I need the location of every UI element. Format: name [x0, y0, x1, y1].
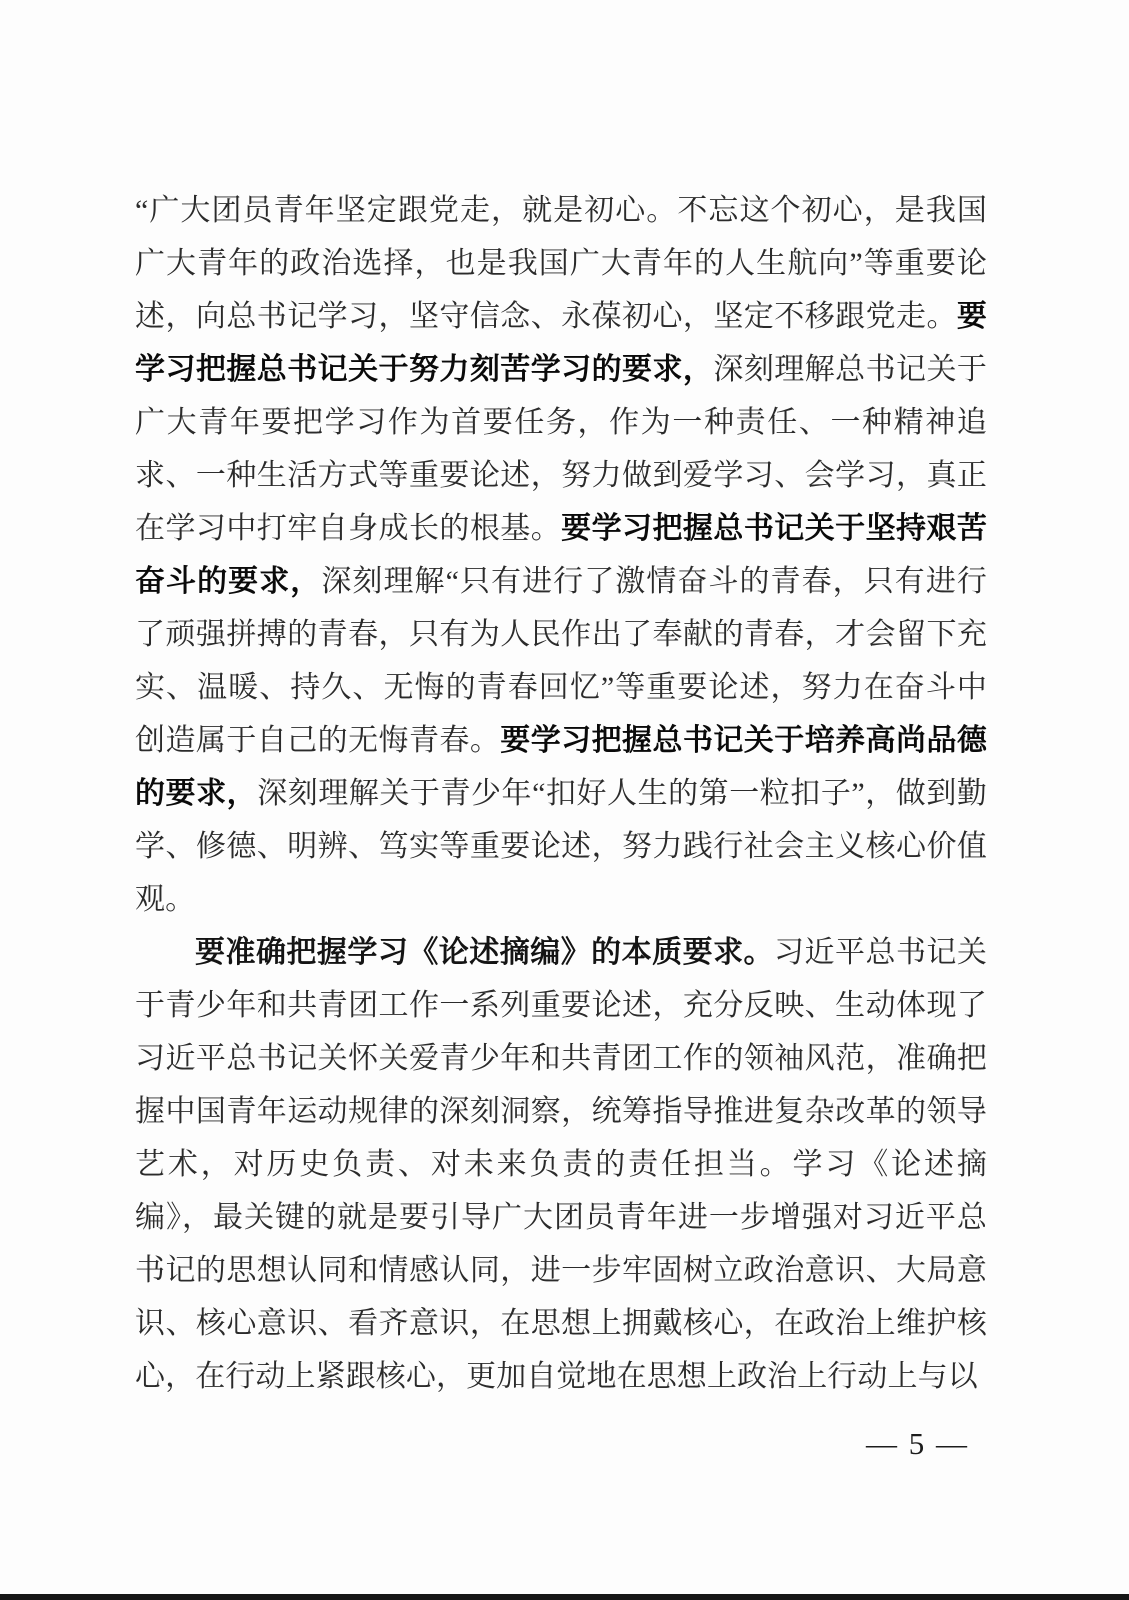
text-segment: 深刻理解关于青少年“扣好人生的第一粒扣子”，做到勤学、修德、明辨、笃实等重要论述，努力践行社会主义核心价值观。 [135, 777, 987, 916]
page-number: — 5 — [866, 1426, 969, 1461]
text-segment: 深刻理解“只有进行了激情奋斗的青春，只有进行了顽强拼搏的青春，只有为人民作出了奉献的青春，才会留下充实、温暖、持久、无悔的青春回忆”等重要论述，努力在奋斗中创造属于自己的无悔青春。 [135, 565, 987, 757]
text-segment: “广大团员青年坚定跟党走，就是初心。不忘这个初心，是我国广大青年的政治选择，也是我国广大青年的人生航向”等重要论述，向总书记学习，坚守信念、永葆初心，坚定不移跟党走。 [135, 194, 987, 333]
body-text-block [135, 184, 987, 1403]
bold-lead-segment: 要学习把握总书记关于培养高尚品德的要求， [135, 724, 988, 810]
bold-kai-lead-segment: 要准确把握学习《论述摘编》的本质要求。 [195, 936, 775, 969]
text-segment: 习近平总书记关于青少年和共青团工作一系列重要论述，充分反映、生动体现了习近平总书记关怀关爱青少年和共青团工作的领袖风范，准确把握中国青年运动规律的深刻洞察，统筹指导推进复杂改革的领导艺术，对历史负责、对未来负责的责任担当。学习《论述摘编》，最关键的就是要引导广大团员青年进一步增强对习近平总书记的思想认同和情感认同，进一步牢固树立政治意识、大局意识、核心意识、看齐意识，在思想上拥戴核心，在政治上维护核心，在行动上紧跟核心，更加自觉地在思想上政治上行动上与以 [135, 936, 988, 1393]
text-segment: 深刻理解总书记关于广大青年要把学习作为首要任务，作为一种责任、一种精神追求、一种生活方式等重要论述，努力做到爱学习、会学习，真正在学习中打牢自身成长的根基。 [135, 353, 987, 545]
paragraph-1-continuation [135, 184, 987, 926]
bold-lead-segment: 要学习把握总书记关于努力刻苦学习的要求， [135, 300, 987, 386]
bold-lead-segment: 要学习把握总书记关于坚持艰苦奋斗的要求， [135, 512, 987, 598]
paragraph-2 [135, 926, 987, 1403]
scan-edge-artifact [0, 1594, 1129, 1600]
